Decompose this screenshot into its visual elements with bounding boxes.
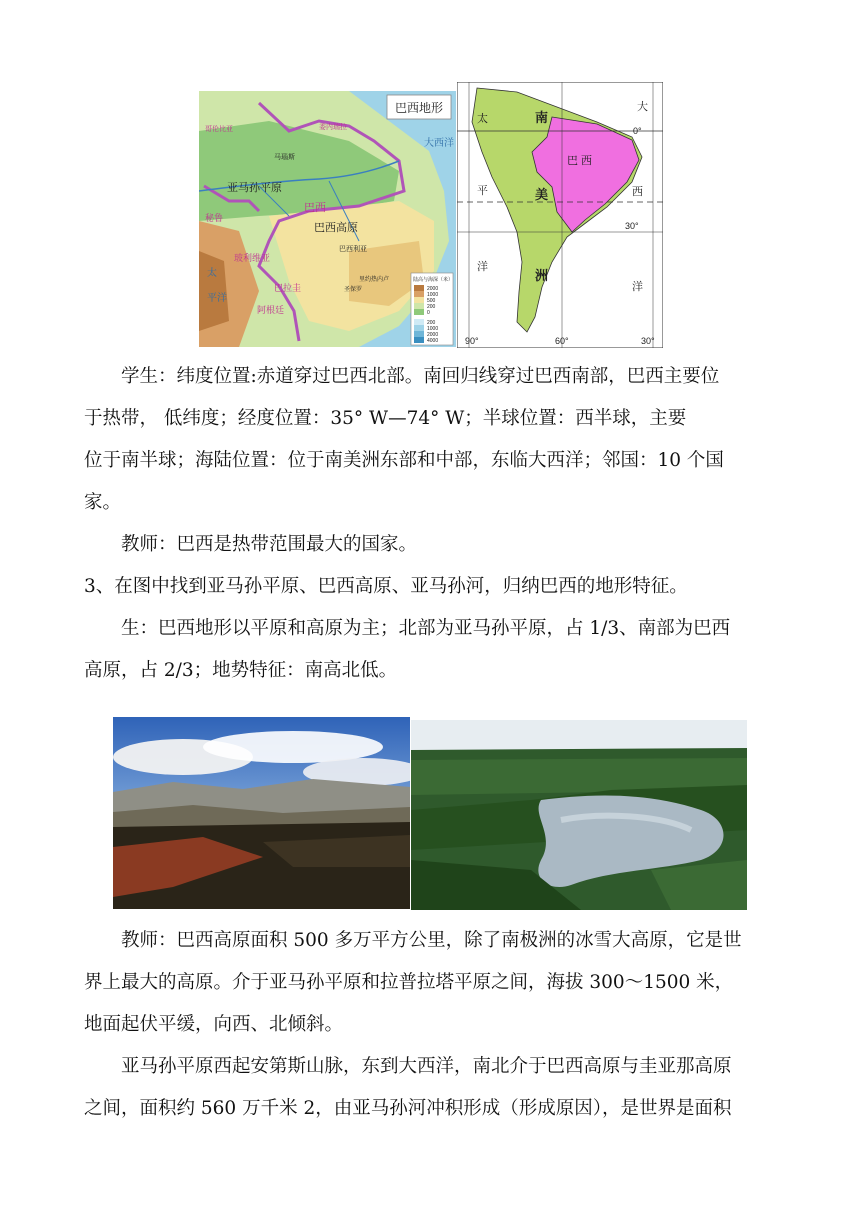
brazil-country-label: 巴西: [304, 202, 326, 214]
legend-title: 陆高与海深（米）: [413, 277, 454, 283]
p5-line2: 界上最大的高原。介于亚马孙平原和拉普拉塔平原之间，海拔 300～1500 米，: [84, 972, 734, 993]
manaus-label: 马瑙斯: [274, 154, 295, 161]
atlantic-char-3: 洋: [632, 281, 643, 293]
p2-text: 教师：巴西是热带范围最大的国家。: [121, 534, 418, 555]
map-title: 巴西地形: [394, 101, 444, 115]
terrain-map-svg: [199, 91, 456, 347]
south-america-map-svg: [457, 82, 663, 348]
pacific-char-1: 太: [477, 113, 488, 125]
legend-value: 1000: [427, 292, 439, 298]
lon-30-label: 30°: [641, 336, 655, 346]
plateau-photo: [113, 717, 410, 909]
paraguay-label: 巴拉圭: [274, 283, 302, 293]
america-label: 美: [535, 187, 549, 202]
lon-60-label: 60°: [555, 336, 569, 346]
p1-line3: 位于南半球；海陆位置：位于南美洲东部和中部，东临大西洋；邻国：10 个国: [84, 450, 724, 471]
amazon-river-photo: [411, 720, 747, 910]
pacific-char-2: 平: [477, 185, 488, 197]
pacific-char-3: 洋: [477, 261, 488, 273]
legend-value: 0: [427, 310, 430, 316]
argentina-label: 阿根廷: [257, 305, 285, 315]
legend-value: 2000: [427, 332, 439, 338]
rio-label: 里约热内卢: [359, 277, 390, 283]
amazon-plain-label: 亚马孙平原: [227, 182, 282, 194]
continent-label: 洲: [535, 268, 549, 283]
south-america-map: [457, 82, 663, 348]
venezuela-label: 委内瑞拉: [319, 124, 347, 131]
brazil-terrain-map: [199, 91, 456, 347]
legend-value: 200: [427, 304, 436, 310]
legend-value: 1000: [427, 326, 439, 332]
p6-line1: 亚马孙平原西起安第斯山脉，东到大西洋，南北介于巴西高原与圭亚那高原: [121, 1056, 732, 1077]
legend-value: 500: [427, 298, 436, 304]
brazil-plateau-label: 巴西高原: [314, 222, 358, 234]
bolivia-label: 玻利维亚: [234, 253, 271, 263]
pacific-label-2: 平洋: [207, 293, 227, 304]
south-label: 南: [535, 110, 549, 125]
lon-90-label: 90°: [465, 336, 479, 346]
p1-line2: 于热带， 低纬度；经度位置：35° W—74° W；半球位置：西半球，主要: [84, 408, 687, 429]
p1-line1: 学生：纬度位置:赤道穿过巴西北部。南回归线穿过巴西南部，巴西主要位: [121, 366, 720, 387]
legend-value: 4000: [427, 338, 439, 344]
p5-line3: 地面起伏平缓，向西、北倾斜。: [84, 1014, 344, 1035]
p4-line1: 生：巴西地形以平原和高原为主；北部为亚马孙平原，占 1/3、南部为巴西: [121, 618, 731, 639]
p4-line2: 高原，占 2/3；地势特征：南高北低。: [84, 660, 398, 681]
p3-text: 3、在图中找到亚马孙平原、巴西高原、亚马孙河，归纳巴西的地形特征。: [84, 576, 688, 597]
lat-30-label: 30°: [625, 221, 639, 231]
sao-paulo-label: 圣保罗: [344, 287, 363, 293]
atlantic-char-1: 大: [637, 101, 648, 113]
lat-0-label: 0°: [633, 126, 642, 136]
peru-label: 秘鲁: [205, 213, 224, 223]
pacific-label-1: 太: [207, 268, 217, 279]
p5-line1: 教师：巴西高原面积 500 多万平方公里，除了南极洲的冰雪大高原，它是世: [121, 930, 742, 951]
atlantic-char-2: 西: [632, 186, 643, 198]
atlantic-label: 大西洋: [424, 138, 454, 149]
p6-line2: 之间，面积约 560 万千米 2，由亚马孙河冲积形成（形成原因），是世界是面积: [84, 1098, 732, 1119]
p1-line4: 家。: [84, 492, 122, 513]
colombia-label: 哥伦比亚: [205, 126, 233, 133]
legend-value: 200: [427, 320, 436, 326]
brazil-label: 巴 西: [567, 155, 593, 167]
brasilia-label: 巴西利亚: [339, 246, 367, 253]
legend-value: 2000: [427, 286, 439, 292]
